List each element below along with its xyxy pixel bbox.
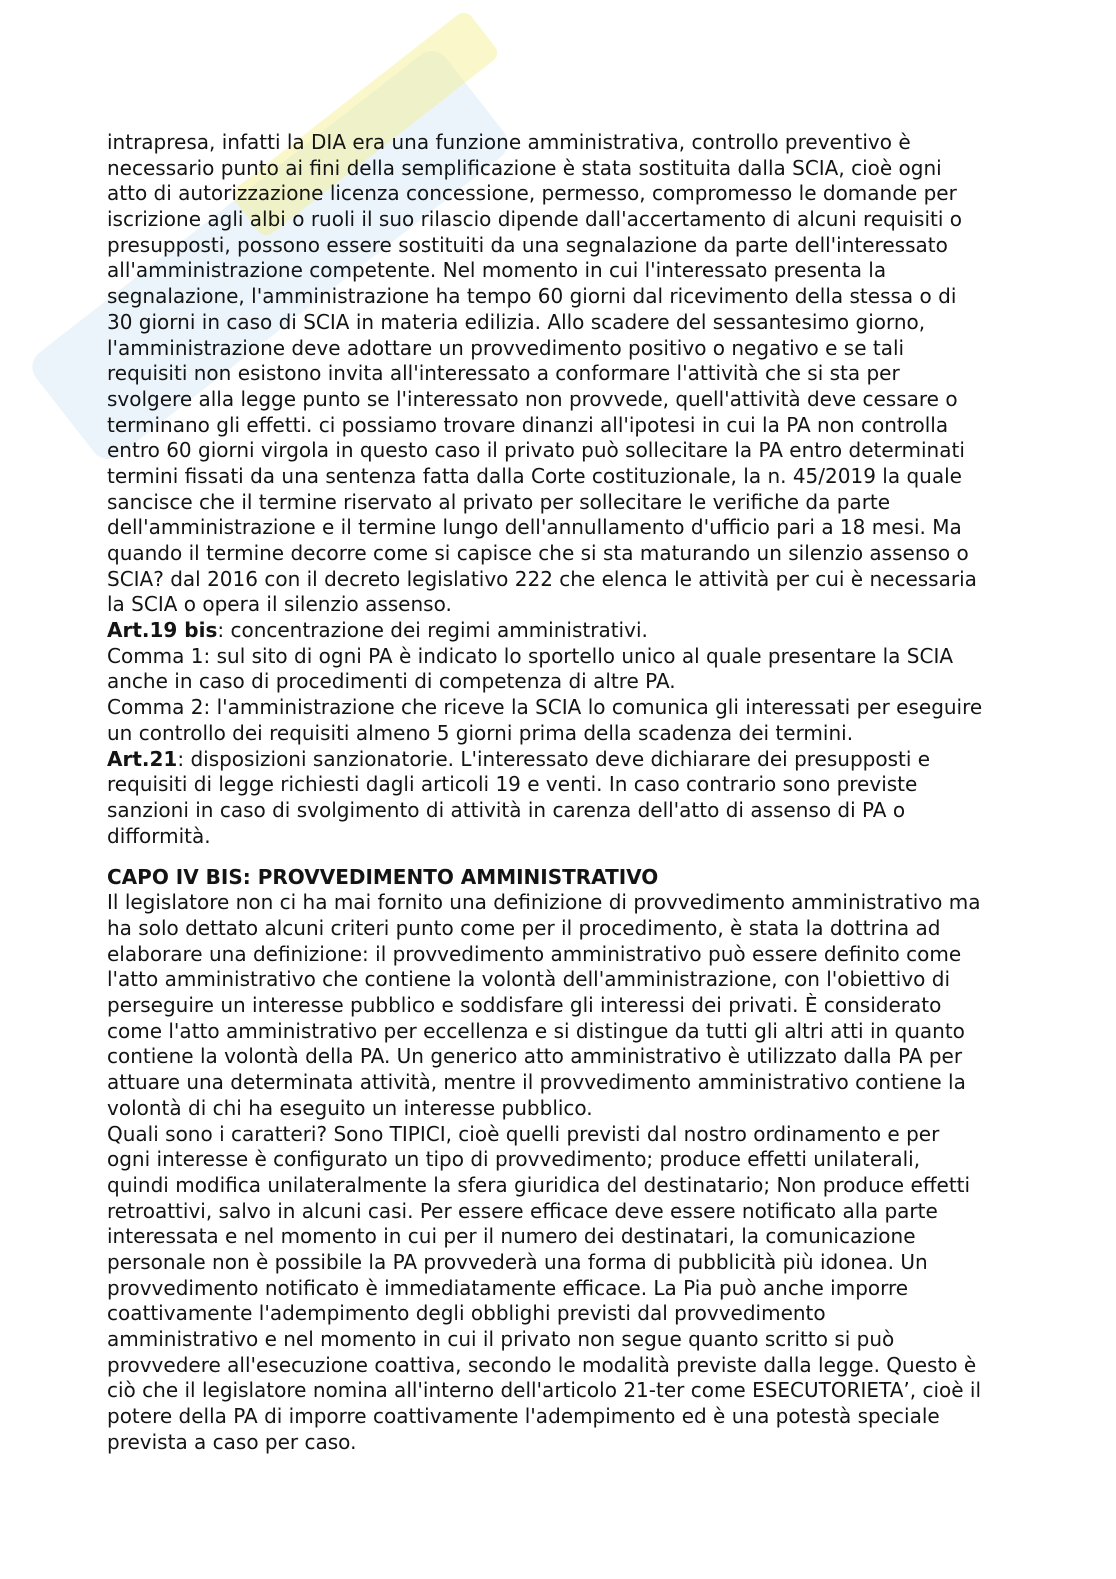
- document-body: [107, 130, 1097, 1455]
- text-line: all'amministrazione competente. Nel momento in cui l'interessato presenta la: [107, 258, 887, 283]
- text-line: anche in caso di procedimenti di competenza di altre PA.: [107, 669, 676, 694]
- text-line: elaborare una definizione: il provvedimento amministrativo può essere definito come: [107, 941, 962, 966]
- text-line: Comma 2: l'amministrazione che riceve la SCIA lo comunica gli interessati per eseguire: [107, 695, 983, 720]
- text-line: l'amministrazione deve adottare un provvedimento positivo o negativo e se tali: [107, 335, 905, 360]
- text-line: 30 giorni in caso di SCIA in materia edilizia. Allo scadere del sessantesimo giorno,: [107, 309, 926, 334]
- text-line: quando il termine decorre come si capisce che si sta maturando un silenzio assenso o: [107, 541, 969, 565]
- text-line: ha solo dettato alcuni criteri punto come per il procedimento, è stata la dottrina ad: [107, 916, 941, 941]
- text-line: provvedimento notificato è immediatamente efficace. La Pia può anche imporre: [107, 1275, 909, 1300]
- text-line: Il legislatore non ci ha mai fornito una definizione di provvedimento amministrativo ma: [107, 890, 981, 915]
- article-label: Art.19 bis: [107, 618, 218, 643]
- text-line: difformità.: [107, 823, 211, 848]
- text-line: terminano gli effetti. ci possiamo trovare dinanzi all'ipotesi in cui la PA non controlla: [107, 412, 949, 437]
- paragraph-caratteri: [107, 1122, 1097, 1456]
- section-gap: [107, 849, 1097, 864]
- paragraph-article-21: [107, 747, 1097, 850]
- text-line: retroattivi, salvo in alcuni casi. Per essere efficace deve essere notificato alla parte: [107, 1198, 938, 1223]
- text-line: provvedere all'esecuzione coattiva, secondo le modalità previste dalla legge. Questo è: [107, 1352, 977, 1377]
- text-line: prevista a caso per caso.: [107, 1429, 357, 1454]
- text-line: entro 60 giorni virgola in questo caso il privato può sollecitare la PA entro determinati: [107, 438, 965, 463]
- text-line: Comma 1: sul sito di ogni PA è indicato lo sportello unico al quale presentare la SCIA: [107, 643, 954, 668]
- text-line: amministrativo e nel momento in cui il privato non segue quanto scritto si può: [107, 1327, 895, 1352]
- text-line: quindi modifica unilateralmente la sfera giuridica del destinatario; Non produce effetti: [107, 1172, 971, 1197]
- text-line: dell'amministrazione e il termine lungo dell'annullamento d'ufficio pari a 18 mesi. Ma: [107, 515, 962, 540]
- section-heading: CAPO IV BIS: PROVVEDIMENTO AMMINISTRATIVO: [107, 864, 659, 889]
- text-line: Quali sono i caratteri? Sono TIPICI, cioè quelli previsti dal nostro ordinamento e per: [107, 1121, 940, 1146]
- text-line: contiene la volontà della PA. Un generico atto amministrativo è utilizzato dalla PA per: [107, 1044, 963, 1069]
- text-line: necessario punto ai fini della semplificazione è stata sostituita dalla SCIA, cioè ogni: [107, 155, 942, 180]
- text-line: perseguire un interesse pubblico e soddisfare gli interessi dei privati. È considerato: [107, 993, 942, 1018]
- text-line: sancisce che il termine riservato al privato per sollecitare le verifiche da parte: [107, 489, 891, 514]
- text-line: la SCIA o opera il silenzio assenso.: [107, 592, 452, 617]
- article-text: : disposizioni sanzionatorie. L'interessato deve dichiarare dei presupposti e: [177, 746, 931, 771]
- paragraph-comma-2: [107, 695, 1097, 746]
- paragraph-definition: [107, 890, 1097, 1121]
- paragraph-scia: [107, 130, 1097, 618]
- text-line: come l'atto amministrativo per eccellenza e si distingue da tutti gli altri atti in quanto: [107, 1018, 965, 1043]
- article-19-bis: [107, 618, 1097, 644]
- text-line: attuare una determinata attività, mentre il provvedimento amministrativo contiene la: [107, 1070, 966, 1095]
- text-line: SCIA? dal 2016 con il decreto legislativo 222 che elenca le attività per cui è necessaria: [107, 566, 977, 591]
- text-line: svolgere alla legge punto se l'interessato non provvede, quell'attività deve cessare o: [107, 386, 958, 411]
- paragraph-comma-1: [107, 644, 1097, 695]
- text-line: [107, 747, 1097, 773]
- text-line: personale non è possibile la PA provvederà una forma di pubblicità più idonea. Un: [107, 1249, 928, 1274]
- text-line: iscrizione agli albi o ruoli il suo rilascio dipende dall'accertamento di alcuni requisiti o: [107, 207, 963, 232]
- text-line: sanzioni in caso di svolgimento di attività in carenza dell'atto di assenso di PA o: [107, 797, 906, 822]
- text-line: potere della PA di imporre coattivamente l'adempimento ed è una potestà speciale: [107, 1404, 940, 1429]
- text-line: interessata e nel momento in cui per il numero dei destinatari, la comunicazione: [107, 1224, 916, 1249]
- text-line: atto di autorizzazione licenza concessione, permesso, compromesso le domande per: [107, 181, 957, 206]
- text-line: volontà di chi ha eseguito un interesse pubblico.: [107, 1095, 593, 1120]
- text-line: segnalazione, l'amministrazione ha tempo 60 giorni dal ricevimento della stessa o di: [107, 284, 957, 309]
- article-label: Art.21: [107, 746, 178, 771]
- text-line: requisiti non esistono invita all'interessato a conformare l'attività che si sta per: [107, 361, 900, 386]
- text-line: requisiti di legge richiesti dagli articoli 19 e venti. In caso contrario sono previste: [107, 772, 918, 797]
- text-line: coattivamente l'adempimento degli obblighi previsti dal provvedimento: [107, 1301, 826, 1326]
- text-line: presupposti, possono essere sostituiti da una segnalazione da parte dell'interessato: [107, 232, 948, 257]
- article-text: : concentrazione dei regimi amministrativi.: [217, 618, 648, 643]
- text-line: ciò che il legislatore nomina all'interno dell'articolo 21-ter come ESECUTORIETA’, cioè il: [107, 1378, 982, 1403]
- text-line: ogni interesse è configurato un tipo di provvedimento; produce effetti unilaterali,: [107, 1147, 921, 1172]
- text-line: l'atto amministrativo che contiene la volontà dell'amministrazione, con l'obiettivo di: [107, 967, 950, 992]
- text-line: termini fissati da una sentenza fatta dalla Corte costituzionale, la n. 45/2019 la quale: [107, 463, 962, 488]
- text-line: un controllo dei requisiti almeno 5 giorni prima della scadenza dei termini.: [107, 720, 854, 745]
- text-line: intrapresa, infatti la DIA era una funzione amministrativa, controllo preventivo è: [107, 130, 911, 154]
